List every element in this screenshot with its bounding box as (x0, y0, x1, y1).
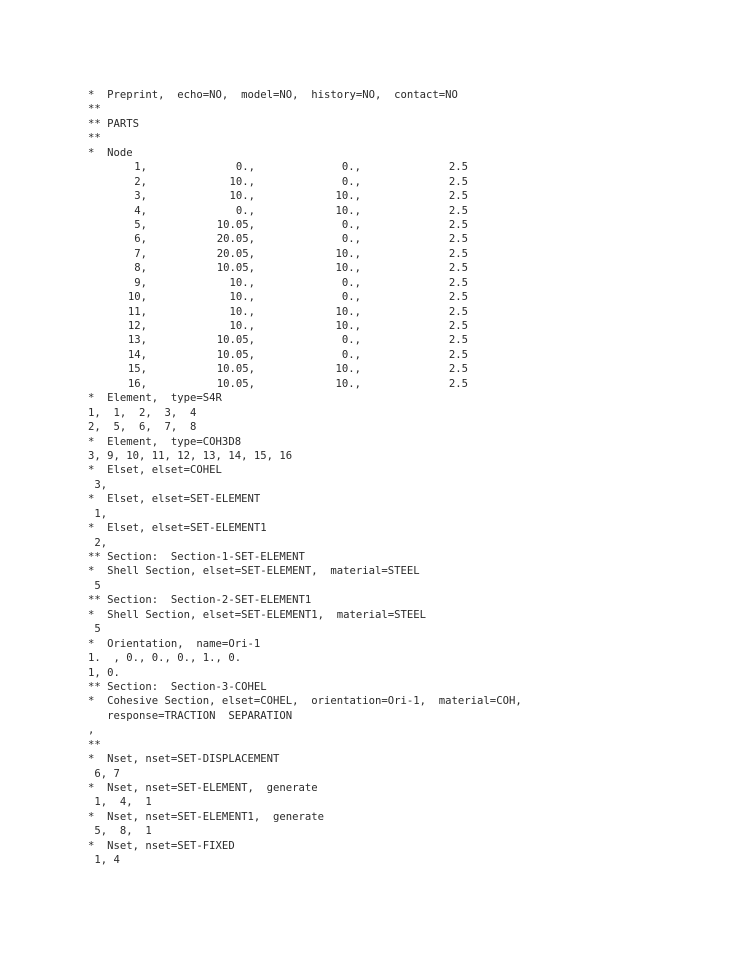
node-table (88, 160, 728, 391)
node-row (88, 247, 728, 261)
listing-line: 2, (88, 536, 108, 549)
node-x: 0., (235, 161, 255, 174)
node-id: 9, (134, 276, 147, 289)
node-row (88, 204, 728, 218)
node-z: 2.5 (448, 262, 468, 275)
node-y: 10., (335, 363, 361, 376)
listing-line: ** Section: Section-3-COHEL (88, 680, 267, 693)
node-x: 10., (229, 175, 255, 188)
listing-line: * Nset, nset=SET-ELEMENT, generate (88, 782, 318, 794)
listing-line: 3, 9, 10, 11, 12, 13, 14, 15, 16 (88, 449, 293, 462)
node-y: 0., (341, 291, 361, 304)
listing-line: ** PARTS (88, 117, 140, 130)
node-y: 0., (341, 348, 361, 361)
node-row (88, 333, 728, 347)
listing-line: 5 (88, 623, 101, 636)
node-z: 2.5 (448, 190, 468, 203)
node-row (88, 261, 728, 275)
body-block (88, 391, 728, 867)
listing-line: * Element, type=COH3D8 (88, 435, 242, 448)
node-id: 11, (127, 305, 147, 318)
node-y: 10., (335, 305, 361, 318)
node-id: 15, (127, 363, 147, 376)
listing-line: ** (88, 132, 101, 145)
node-x: 10.05, (216, 363, 255, 376)
listing-line: 1, (88, 507, 108, 520)
listing-line: 6, 7 (88, 767, 120, 780)
node-row (88, 218, 728, 232)
node-x: 10.05, (216, 262, 255, 275)
node-z: 2.5 (448, 334, 468, 347)
node-z: 2.5 (448, 247, 468, 260)
node-y: 10., (335, 247, 361, 260)
listing-line: 1, 1, 2, 3, 4 (88, 406, 197, 419)
listing-line: 1, 0. (88, 666, 120, 679)
listing-line: * Nset, nset=SET-ELEMENT1, generate (88, 810, 324, 823)
node-x: 10.05, (216, 218, 255, 231)
node-id: 13, (127, 334, 147, 347)
listing-line: ** (88, 738, 101, 751)
listing-line: ** (88, 103, 101, 116)
node-row (88, 276, 728, 290)
node-y: 0., (341, 175, 361, 188)
node-row (88, 290, 728, 304)
node-row (88, 189, 728, 203)
node-id: 4, (134, 204, 147, 217)
node-x: 20.05, (216, 233, 255, 246)
listing-line: 5 (88, 579, 101, 592)
listing-line: * Node (88, 146, 133, 159)
node-row (88, 377, 728, 391)
node-z: 2.5 (448, 204, 468, 217)
node-id: 8, (134, 262, 147, 275)
node-id: 2, (134, 175, 147, 188)
listing-line: * Shell Section, elset=SET-ELEMENT, material=STEEL (88, 565, 420, 578)
node-z: 2.5 (448, 305, 468, 318)
input-file-listing (88, 88, 728, 868)
listing-line: * Orientation, name=Ori-1 (88, 637, 261, 650)
node-y: 10., (335, 377, 361, 390)
node-z: 2.5 (448, 161, 468, 174)
node-z: 2.5 (448, 377, 468, 390)
node-row (88, 348, 728, 362)
node-row (88, 362, 728, 376)
listing-line: ** Section: Section-1-SET-ELEMENT (88, 551, 305, 563)
node-z: 2.5 (448, 291, 468, 304)
node-x: 0., (235, 204, 255, 217)
listing-line: , (88, 724, 95, 737)
node-id: 1, (134, 161, 147, 174)
node-x: 10.05, (216, 348, 255, 361)
node-z: 2.5 (448, 233, 468, 246)
listing-line: response=TRACTION SEPARATION (88, 709, 293, 722)
node-y: 0., (341, 276, 361, 289)
node-row (88, 175, 728, 189)
listing-line: 5, 8, 1 (88, 825, 152, 838)
node-x: 20.05, (216, 247, 255, 260)
node-x: 10.05, (216, 377, 255, 390)
listing-line: 1, 4 (88, 854, 120, 867)
listing-line: * Elset, elset=SET-ELEMENT (88, 493, 261, 506)
node-id: 10, (127, 291, 147, 304)
node-y: 10., (335, 262, 361, 275)
node-row (88, 232, 728, 246)
node-row (88, 305, 728, 319)
node-y: 10., (335, 204, 361, 217)
node-y: 10., (335, 320, 361, 332)
node-id: 14, (127, 348, 147, 361)
node-id: 5, (134, 218, 147, 231)
node-row (88, 319, 728, 333)
listing-line: 1. , 0., 0., 0., 1., 0. (88, 652, 242, 665)
node-x: 10., (229, 291, 255, 304)
node-x: 10., (229, 320, 255, 332)
listing-line: 3, (88, 478, 108, 491)
listing-line: * Nset, nset=SET-FIXED (88, 839, 235, 852)
listing-line: * Shell Section, elset=SET-ELEMENT1, material=STEEL (88, 608, 427, 621)
listing-line: * Elset, elset=SET-ELEMENT1 (88, 522, 267, 535)
node-id: 16, (127, 377, 147, 390)
node-x: 10., (229, 190, 255, 203)
listing-line: * Elset, elset=COHEL (88, 464, 222, 477)
node-id: 3, (134, 190, 147, 203)
node-x: 10., (229, 276, 255, 289)
node-id: 12, (127, 320, 147, 332)
node-x: 10.05, (216, 334, 255, 347)
node-y: 0., (341, 233, 361, 246)
header-block (88, 88, 728, 160)
listing-line: 2, 5, 6, 7, 8 (88, 421, 197, 434)
listing-line: * Cohesive Section, elset=COHEL, orientation=Ori-1, material=COH, (88, 695, 522, 708)
node-y: 0., (341, 334, 361, 347)
node-id: 7, (134, 247, 147, 260)
node-y: 10., (335, 190, 361, 203)
node-z: 2.5 (448, 363, 468, 376)
listing-line: * Preprint, echo=NO, model=NO, history=NO, contact=NO (88, 89, 458, 101)
listing-line: * Nset, nset=SET-DISPLACEMENT (88, 753, 280, 766)
node-y: 0., (341, 218, 361, 231)
node-x: 10., (229, 305, 255, 318)
node-y: 0., (341, 161, 361, 174)
node-z: 2.5 (448, 175, 468, 188)
listing-line: ** Section: Section-2-SET-ELEMENT1 (88, 594, 312, 607)
listing-line: * Element, type=S4R (88, 392, 222, 405)
node-z: 2.5 (448, 320, 468, 332)
node-z: 2.5 (448, 348, 468, 361)
node-z: 2.5 (448, 276, 468, 289)
node-row (88, 160, 728, 174)
listing-line: 1, 4, 1 (88, 796, 152, 809)
node-z: 2.5 (448, 218, 468, 231)
node-id: 6, (134, 233, 147, 246)
